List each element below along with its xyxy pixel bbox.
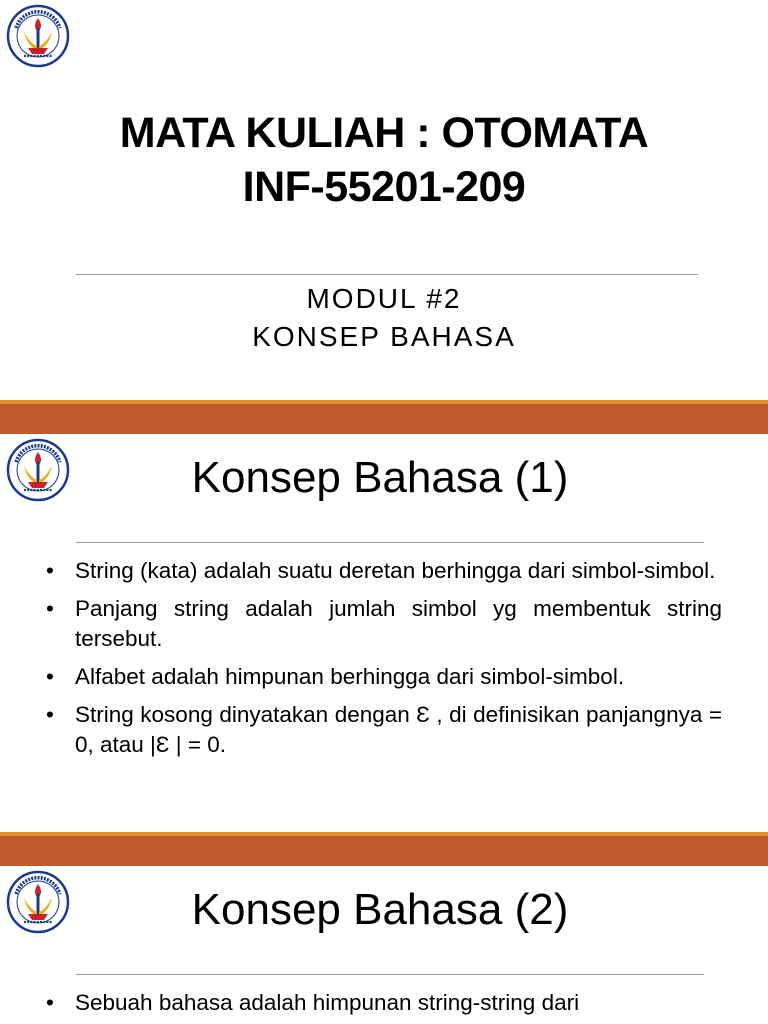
- divider-line: [76, 974, 704, 975]
- bullet-item: [46, 988, 722, 1018]
- slide-separator-band: [0, 400, 768, 434]
- bullet-text: Sebuah bahasa adalah himpunan string-string dari: [75, 990, 580, 1015]
- divider-line: [76, 274, 698, 275]
- course-title-line1: MATA KULIAH : OTOMATA: [119, 109, 649, 157]
- bullet-item: [46, 662, 722, 692]
- bullet-text: String (kata) adalah suatu deretan berhingga dari simbol-simbol.: [75, 558, 716, 583]
- bullet-list: [46, 556, 722, 768]
- bullet-list: [46, 988, 722, 1024]
- slide-title: Konsep Bahasa (1): [191, 453, 569, 502]
- module-number: MODUL #2: [306, 283, 462, 314]
- slide-separator-band: [0, 832, 768, 866]
- course-code: INF-55201-209: [242, 163, 526, 211]
- module-topic: KONSEP BAHASA: [252, 321, 516, 352]
- bullet-text: String kosong dinyatakan dengan Ɛ , di definisikan panjangnya = 0, atau |Ɛ | = 0.: [75, 702, 722, 757]
- module-subtitle: [0, 280, 768, 356]
- course-title: [0, 106, 768, 214]
- bullet-text: Panjang string adalah jumlah simbol yg membentuk string tersebut.: [75, 596, 722, 651]
- content-slide-2: [0, 866, 768, 1024]
- bullet-dot-icon: •: [46, 558, 54, 583]
- bullet-dot-icon: •: [46, 702, 54, 727]
- bullet-item: [46, 594, 722, 654]
- bullet-dot-icon: •: [46, 990, 54, 1015]
- bullet-item: [46, 700, 722, 760]
- slide-title: Konsep Bahasa (2): [191, 885, 569, 934]
- bullet-dot-icon: •: [46, 596, 54, 621]
- bullet-text: Alfabet adalah himpunan berhingga dari simbol-simbol.: [75, 664, 625, 689]
- divider-line: [76, 542, 704, 543]
- bullet-item: [46, 556, 722, 586]
- content-slide-1: [0, 434, 768, 832]
- bullet-dot-icon: •: [46, 664, 54, 689]
- title-slide: [0, 0, 768, 400]
- university-logo-icon: [6, 4, 70, 68]
